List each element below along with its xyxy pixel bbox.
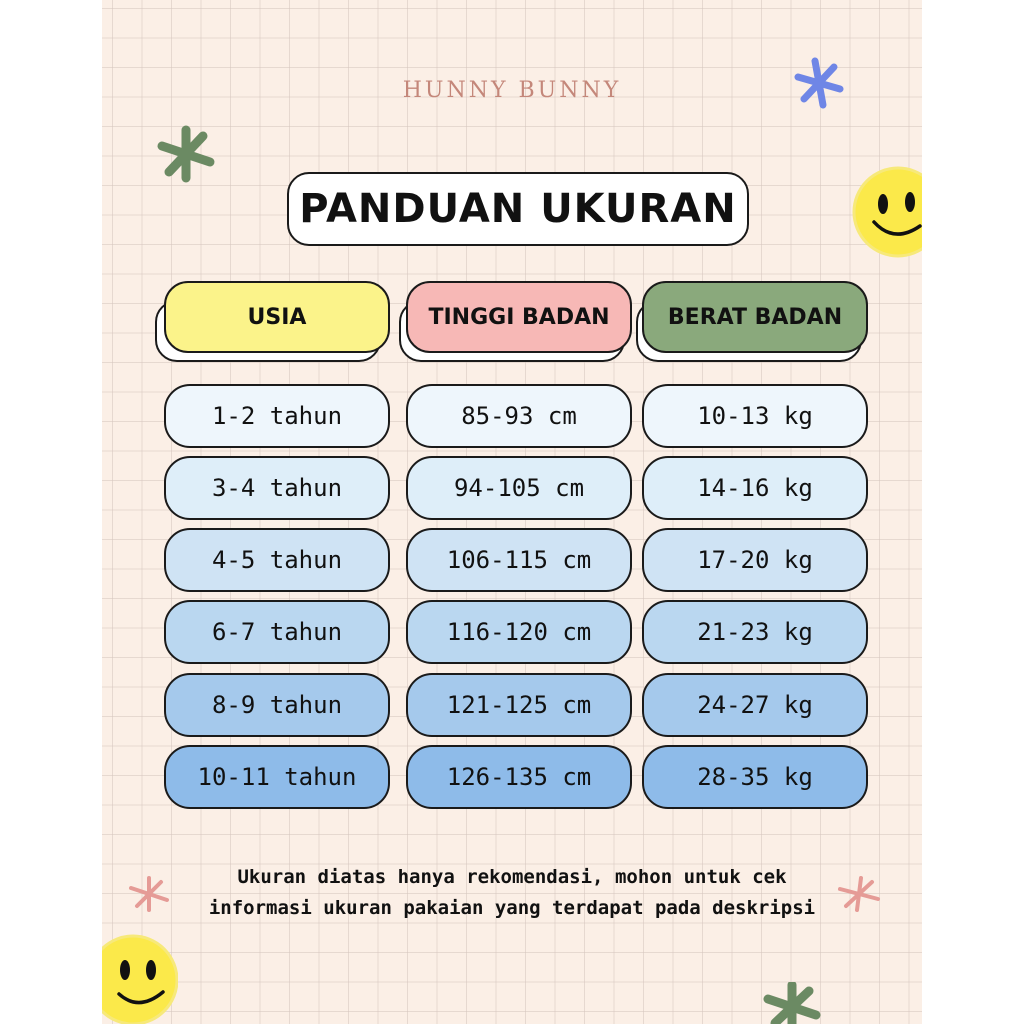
cell-tinggi: 85-93 cm: [406, 384, 632, 448]
cell-berat: 10-13 kg: [642, 384, 868, 448]
asterisk-icon: [836, 876, 882, 912]
cell-usia: 10-11 tahun: [164, 745, 390, 809]
cell-berat: 21-23 kg: [642, 600, 868, 664]
cell-usia: 8-9 tahun: [164, 673, 390, 737]
cell-berat: 28-35 kg: [642, 745, 868, 809]
smiley-icon: [102, 930, 178, 1024]
header-usia: [164, 281, 390, 353]
asterisk-icon: [128, 876, 170, 912]
note-line-2: informasi ukuran pakaian yang terdapat pada deskripsi: [208, 897, 816, 919]
cell-usia: 3-4 tahun: [164, 456, 390, 520]
header-berat-badan: [642, 281, 868, 353]
smiley-icon: [852, 166, 922, 258]
note-line-1: Ukuran diatas hanya rekomendasi, mohon untuk cek: [237, 866, 787, 888]
cell-usia: 6-7 tahun: [164, 600, 390, 664]
cell-berat: 17-20 kg: [642, 528, 868, 592]
cell-usia: 4-5 tahun: [164, 528, 390, 592]
cell-usia: 1-2 tahun: [164, 384, 390, 448]
asterisk-icon: [760, 982, 824, 1024]
header-label: USIA: [247, 304, 307, 330]
cell-tinggi: 126-135 cm: [406, 745, 632, 809]
disclaimer-note: [102, 862, 922, 924]
cell-berat: 24-27 kg: [642, 673, 868, 737]
asterisk-icon: [794, 56, 844, 110]
page-title: PANDUAN UKURAN: [299, 186, 737, 232]
cell-tinggi: 94-105 cm: [406, 456, 632, 520]
cell-tinggi: 116-120 cm: [406, 600, 632, 664]
header-tinggi-badan: [406, 281, 632, 353]
header-label: BERAT BADAN: [667, 304, 843, 330]
header-label: TINGGI BADAN: [428, 304, 610, 330]
asterisk-icon: [154, 124, 218, 184]
title-box: [287, 172, 749, 246]
brand-name: HUNNY BUNNY: [402, 78, 622, 103]
cell-berat: 14-16 kg: [642, 456, 868, 520]
size-guide-poster: [102, 0, 922, 1024]
cell-tinggi: 106-115 cm: [406, 528, 632, 592]
cell-tinggi: 121-125 cm: [406, 673, 632, 737]
